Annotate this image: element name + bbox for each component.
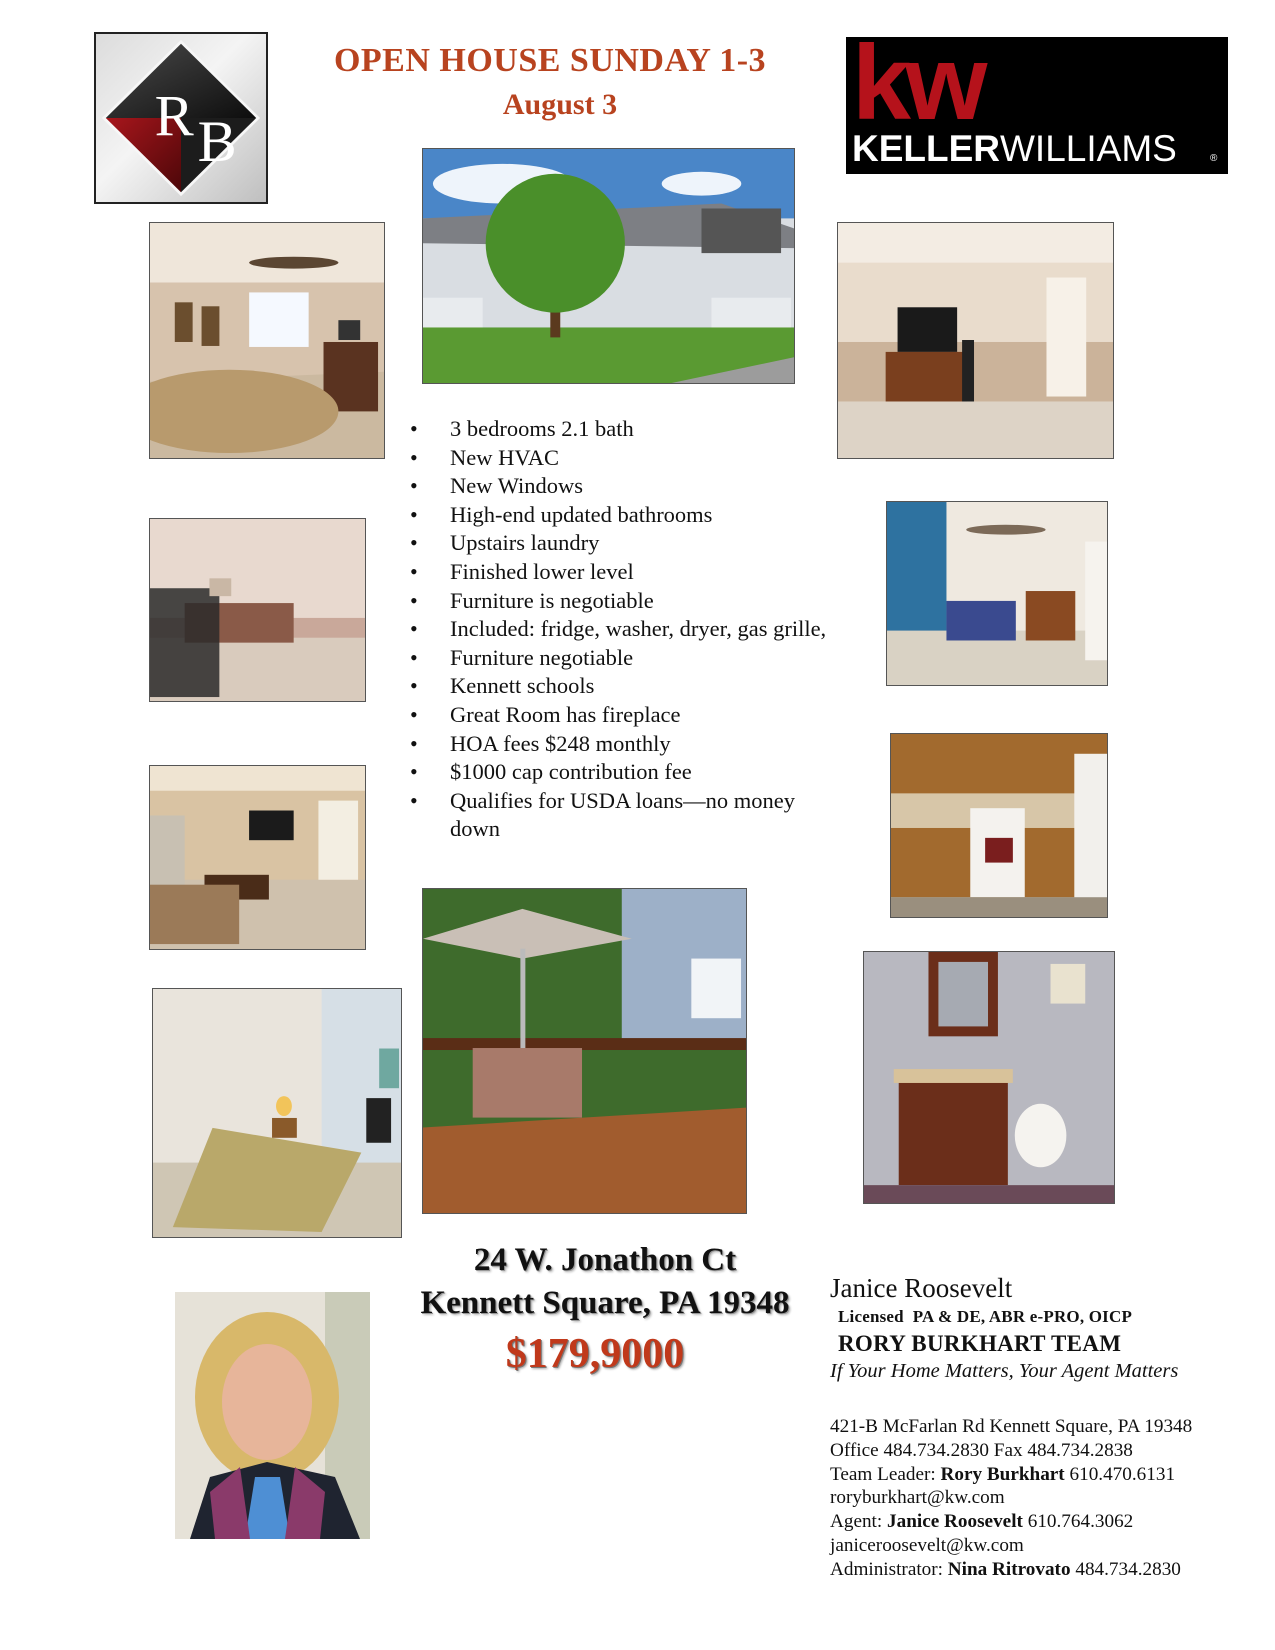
address-street: 24 W. Jonathon Ct — [473, 1242, 737, 1278]
listing-price: $179,9000 — [505, 1331, 685, 1377]
contact-block — [830, 1415, 1192, 1582]
kw-logo-registered: ® — [1210, 153, 1218, 164]
svg-text:KELLERWILLIAMS — [852, 128, 1177, 169]
feature-item: • Furniture negotiable — [405, 644, 850, 673]
open-house-date: August 3 — [502, 88, 618, 121]
team-leader-name: Rory Burkhart — [940, 1463, 1065, 1485]
team-leader-line — [830, 1463, 1192, 1487]
photo-deck — [422, 888, 747, 1214]
feature-item: • HOA fees $248 monthly — [405, 730, 850, 759]
feature-item: • New HVAC — [405, 444, 850, 473]
open-house-headline: OPEN HOUSE SUNDAY 1-3 — [333, 42, 767, 79]
feature-item: • 3 bedrooms 2.1 bath — [405, 415, 850, 444]
agent-phone: 610.764.3062 — [1022, 1511, 1134, 1533]
agent-contact-name: Janice Roosevelt — [887, 1511, 1023, 1533]
agent-label: Agent: — [830, 1511, 888, 1533]
agent-portrait — [175, 1292, 370, 1539]
feature-item: • Furniture is negotiable — [405, 587, 850, 616]
feature-item: • Great Room has fireplace — [405, 701, 850, 730]
feature-item: • $1000 cap contribution fee — [405, 758, 850, 787]
office-phones: Office 484.734.2830 Fax 484.734.2838 — [830, 1439, 1133, 1461]
keller-williams-logo — [846, 37, 1228, 174]
agent-name: Janice Roosevelt — [830, 1273, 1013, 1303]
team-leader-email[interactable]: roryburkhart@kw.com — [830, 1487, 1005, 1509]
photo-powder-room — [863, 951, 1115, 1204]
administrator-line — [830, 1558, 1192, 1582]
agent-email[interactable]: janiceroosevelt@kw.com — [830, 1534, 1024, 1556]
feature-item: • Qualifies for USDA loans—no money down — [405, 787, 850, 844]
team-name: RORY BURKHART TEAM — [838, 1331, 1122, 1356]
svg-text:B: B — [197, 108, 237, 174]
agent-licenses: Licensed PA & DE, ABR e-PRO, OICP — [838, 1307, 1133, 1326]
photo-bedroom-office — [886, 501, 1108, 686]
kw-logo-name-bold: KELLER — [852, 128, 1000, 169]
photo-great-room — [149, 765, 366, 950]
features-list — [405, 415, 850, 844]
admin-label: Administrator: — [830, 1558, 948, 1580]
agent-line — [830, 1510, 1192, 1534]
photo-lower-level-tv — [837, 222, 1114, 459]
photo-master-bedroom — [149, 222, 385, 459]
photo-exterior — [422, 148, 795, 384]
address-city: Kennett Square, PA 19348 — [420, 1285, 790, 1321]
team-leader-label: Team Leader: — [830, 1463, 941, 1485]
photo-second-bedroom — [152, 988, 402, 1238]
admin-name: Nina Ritrovato — [947, 1558, 1071, 1580]
team-slogan: If Your Home Matters, Your Agent Matters — [830, 1360, 1179, 1382]
team-leader-phone: 610.470.6131 — [1064, 1463, 1176, 1485]
photo-lower-level-gym — [149, 518, 366, 702]
kw-logo-mark: kw — [852, 37, 982, 142]
rb-team-logo — [94, 32, 268, 204]
photo-kitchen — [890, 733, 1108, 918]
feature-item: • Included: fridge, washer, dryer, gas grille, — [405, 615, 850, 644]
svg-text:R: R — [154, 83, 194, 149]
office-address: 421-B McFarlan Rd Kennett Square, PA 19348 — [830, 1416, 1193, 1437]
feature-item: • Kennett schools — [405, 672, 850, 701]
feature-item: • High-end updated bathrooms — [405, 501, 850, 530]
admin-phone: 484.734.2830 — [1070, 1558, 1181, 1580]
kw-logo-name-light: WILLIAMS — [1000, 128, 1177, 169]
feature-item: • Upstairs laundry — [405, 529, 850, 558]
feature-item: • New Windows — [405, 472, 850, 501]
feature-item: • Finished lower level — [405, 558, 850, 587]
